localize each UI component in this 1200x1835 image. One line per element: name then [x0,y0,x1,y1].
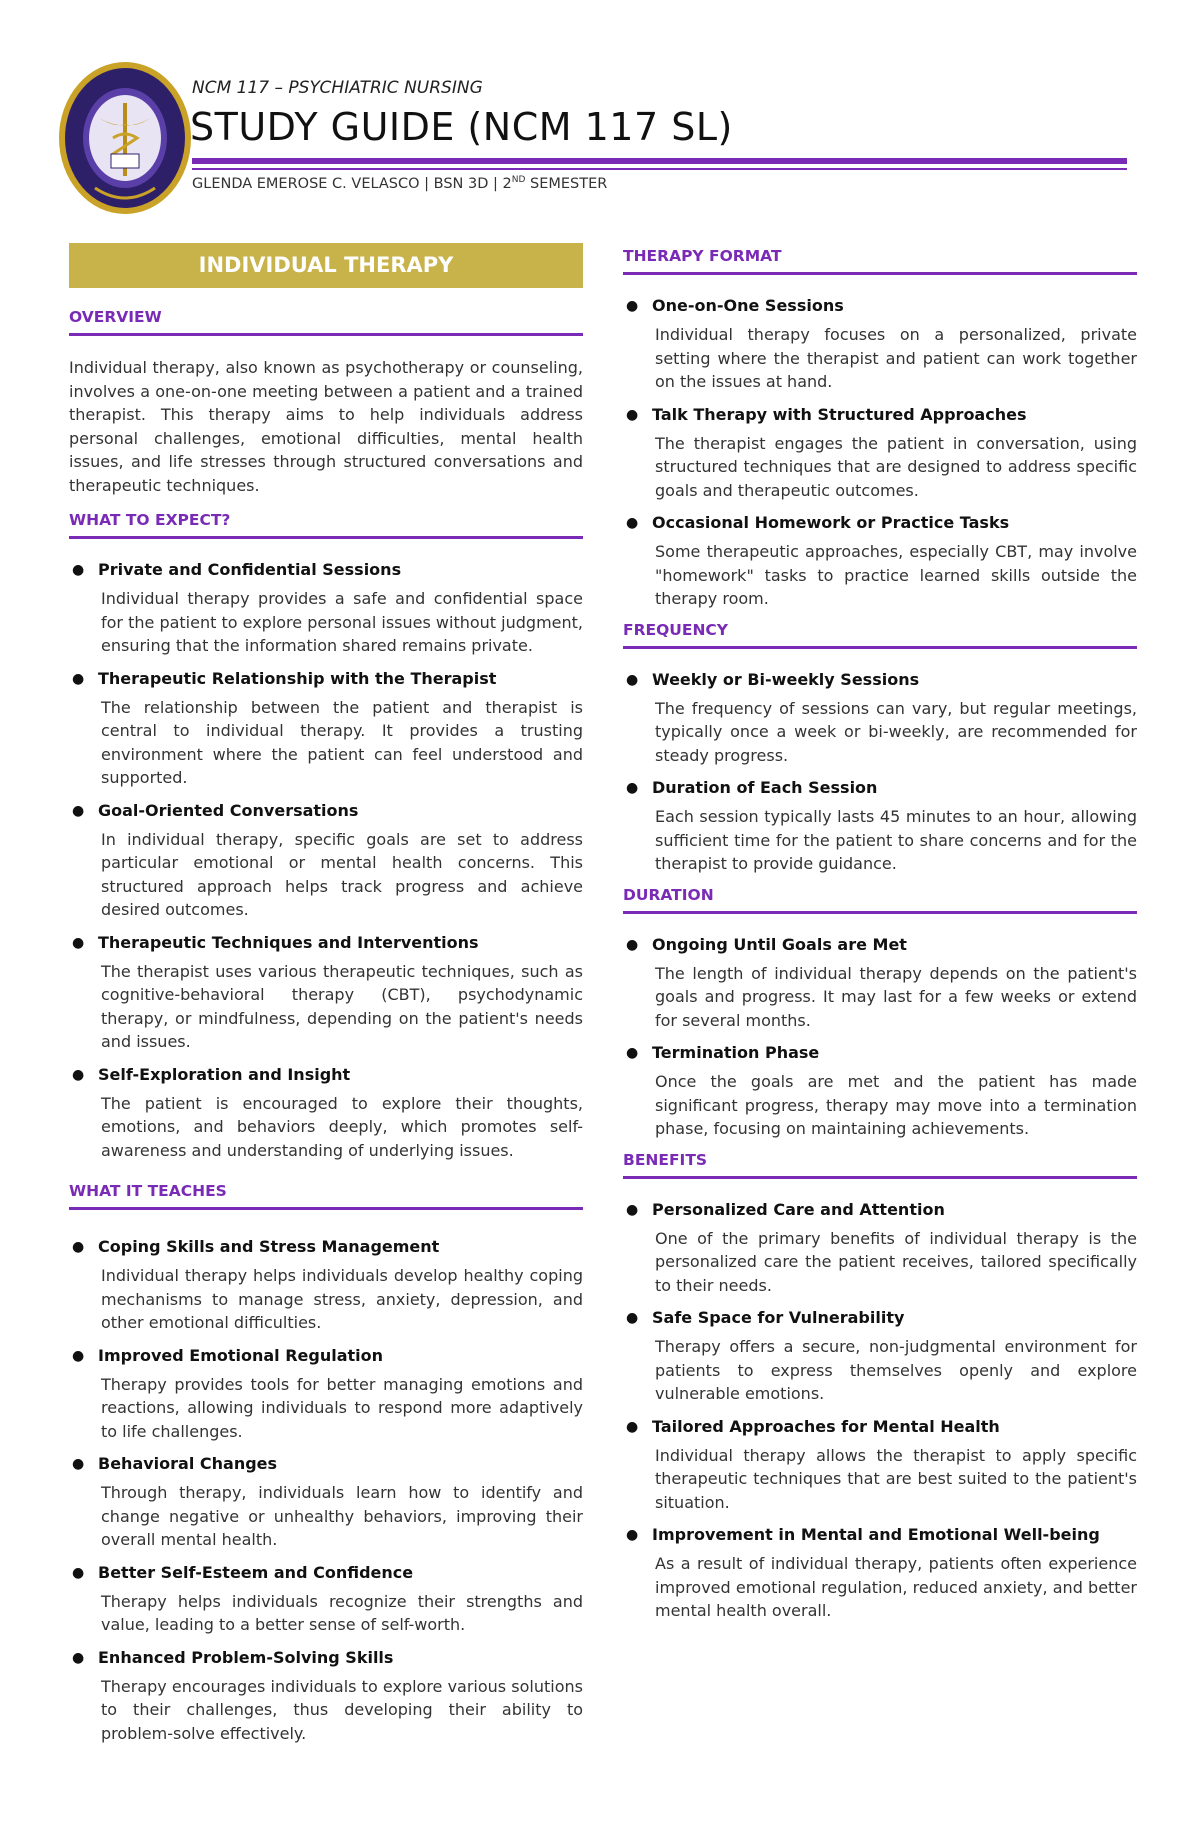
list-item-description: Each session typically lasts 45 minutes to an hour, allowing sufficient time for the patient to share concerns and for the therapist to provide guidance. [655,807,1137,873]
bullet-icon: ● [72,562,85,578]
bullet-icon: ● [72,1066,85,1083]
list-item-title: ● Safe Space for Vulnerability [626,1308,905,1327]
list-item [69,932,583,1054]
list-item [623,1042,1137,1141]
author-line: GLENDA EMEROSE C. VELASCO | BSN 3D | 2ND SEMESTER [192,175,608,192]
list-item-description: The relationship between the patient and therapist is central to individual therapy. It provides a trusting environment where the patient can feel understood and supported. [101,697,583,787]
bullet-icon: ● [626,780,639,796]
list-item-description: Therapy provides tools for better managing emotions and reactions, allowing individuals to respond more adaptively to life challenges. [101,1374,583,1441]
list-item [623,404,1137,503]
list-item-description: Through therapy, individuals learn how to identify and change negative or unhealthy behaviors, improving their overall mental health. [101,1483,583,1549]
list-item-description: One of the primary benefits of individual therapy is the personalized care the patient receives, tailored specifically to their needs. [655,1228,1137,1295]
list-item-title: ● One-on-One Sessions [626,296,844,315]
school-seal-logo [55,58,195,218]
list-item-title: ● Termination Phase [626,1043,820,1062]
list-item-title: ● Better Self-Esteem and Confidence [72,1562,414,1582]
list-item [623,1199,1137,1298]
document-title: STUDY GUIDE (NCM 117 SL) [190,105,733,149]
list-item-title: ● Tailored Approaches for Mental Health [626,1416,1000,1436]
bullet-icon: ● [72,1239,85,1255]
bullet-icon: ● [626,1310,639,1326]
section-title-therapy-format: THERAPY FORMAT [623,247,1137,275]
list-item-title: ● Duration of Each Session [626,778,878,797]
list-item-title: ● Ongoing Until Goals are Met [626,934,907,954]
header-divider-thin [192,168,1127,170]
list-item-title: ● Weekly or Bi-weekly Sessions [626,669,920,689]
list-item [623,295,1137,394]
list-item-description: The therapist uses various therapeutic techniques, such as cognitive-behavioral therapy (CBT), psychodynamic therapy, or mindfulness, depending on the patient's needs and issues. [101,961,583,1051]
section-title-what-to-expect: WHAT TO EXPECT? [69,511,583,539]
list-item [69,559,583,658]
page-header [0,0,1200,220]
left-column [69,243,583,1755]
bullet-icon: ● [72,1347,85,1364]
bullet-icon: ● [72,1564,85,1581]
list-item [623,669,1137,768]
list-item-title: ● Personalized Care and Attention [626,1199,945,1219]
bullet-icon: ● [626,406,639,423]
list-item [69,1064,583,1163]
list-item-description: The patient is encouraged to explore their thoughts, emotions, and behaviors deeply, which promotes self-awareness and understanding of underlying issues. [101,1093,583,1160]
list-item-title: ● Private and Confidential Sessions [72,560,402,579]
list-item-description: Individual therapy allows the therapist to apply specific therapeutic techniques that are best suited to the patient's situation. [655,1445,1137,1512]
bullet-icon: ● [72,1649,85,1666]
list-item [623,1416,1137,1515]
bullet-icon: ● [626,515,639,531]
bullet-icon: ● [626,1527,639,1543]
list-item-title: ● Self-Exploration and Insight [72,1064,351,1084]
list-item-description: Therapy encourages individuals to explore various solutions to their challenges, thus developing their ability to problem-solve effectively. [101,1676,583,1743]
list-item-title: ● Goal-Oriented Conversations [72,800,359,820]
list-item-description: Individual therapy helps individuals develop healthy coping mechanisms to manage stress, anxiety, depression, and other emotional difficulties. [101,1266,583,1332]
list-item-title: ● Talk Therapy with Structured Approaches [626,404,1027,424]
topic-banner: INDIVIDUAL THERAPY [69,243,583,288]
right-column [623,243,1137,1633]
list-item [623,777,1137,876]
list-item-title: ● Improved Emotional Regulation [72,1345,384,1365]
list-item-description: Therapy helps individuals recognize their strengths and value, leading to a better sense of self-worth. [101,1591,583,1634]
list-item-description: As a result of individual therapy, patients often experience improved emotional regulation, reduced anxiety, and better mental health overall. [655,1554,1137,1620]
section-title-overview: OVERVIEW [69,308,583,336]
list-item-description: Once the goals are met and the patient has made significant progress, therapy may move into a termination phase, focusing on maintaining achievements. [655,1072,1137,1138]
list-item-title: ● Behavioral Changes [72,1454,278,1473]
list-item-title: ● Coping Skills and Stress Management [72,1237,440,1256]
list-item-title: ● Therapeutic Relationship with the Therapist [72,668,497,688]
list-item-description: Individual therapy focuses on a personalized, private setting where the therapist and patient can work together on the issues at hand. [655,325,1137,391]
list-item [623,934,1137,1033]
expect-list [69,559,583,1162]
list-item [69,1562,583,1637]
bullet-icon: ● [626,1045,639,1061]
bullet-icon: ● [72,1456,85,1472]
list-item [69,1236,583,1335]
bullet-icon: ● [626,671,639,688]
list-item-description: Individual therapy provides a safe and confidential space for the patient to explore personal issues without judgment, ensuring that the information shared remains private. [101,589,583,655]
list-item-description: Therapy offers a secure, non-judgmental environment for patients to express themselves openly and explore vulnerable emotions. [655,1337,1137,1403]
duration-list [623,934,1137,1141]
bullet-icon: ● [72,934,85,951]
bullet-icon: ● [626,298,639,314]
list-item-title: ● Therapeutic Techniques and Interventions [72,932,479,952]
list-item [69,1647,583,1746]
benefits-list [623,1199,1137,1623]
course-name: NCM 117 – PSYCHIATRIC NURSING [192,78,483,98]
list-item [69,1453,583,1552]
list-item [69,668,583,790]
list-item [623,512,1137,611]
teaches-list [69,1236,583,1745]
list-item-title: ● Enhanced Problem-Solving Skills [72,1647,394,1667]
bullet-icon: ● [626,1418,639,1435]
section-title-what-it-teaches: WHAT IT TEACHES [69,1182,583,1210]
frequency-list [623,669,1137,876]
list-item [623,1307,1137,1406]
list-item [69,1345,583,1444]
list-item [623,1524,1137,1623]
bullet-icon: ● [72,670,85,687]
section-title-duration: DURATION [623,886,1137,914]
list-item-title: ● Occasional Homework or Practice Tasks [626,513,1010,532]
list-item-title: ● Improvement in Mental and Emotional Well-being [626,1525,1100,1544]
list-item-description: The length of individual therapy depends on the patient's goals and progress. It may last for a few weeks or extend for several months. [655,963,1137,1030]
section-title-frequency: FREQUENCY [623,621,1137,649]
bullet-icon: ● [626,1201,639,1218]
section-title-benefits: BENEFITS [623,1151,1137,1179]
list-item-description: The therapist engages the patient in conversation, using structured techniques that are designed to address specific goals and therapeutic outcomes. [655,433,1137,500]
list-item [69,800,583,922]
list-item-description: In individual therapy, specific goals are set to address particular emotional or mental health concerns. This structured approach helps track progress and achieve desired outcomes. [101,829,583,919]
list-item-description: Some therapeutic approaches, especially CBT, may involve "homework" tasks to practice learned skills outside the therapy room. [655,542,1137,608]
bullet-icon: ● [72,802,85,819]
overview-text: Individual therapy, also known as psychotherapy or counseling, involves a one-on-one meeting between a patient and a trained therapist. This therapy aims to help individuals address personal challenges, emotional difficulties, mental health issues, and life stresses through structured conversations and therapeutic techniques. [69,358,583,495]
bullet-icon: ● [626,936,639,953]
header-divider [192,158,1127,164]
format-list [623,295,1137,611]
list-item-description: The frequency of sessions can vary, but regular meetings, typically once a week or bi-weekly, are recommended for steady progress. [655,698,1137,765]
